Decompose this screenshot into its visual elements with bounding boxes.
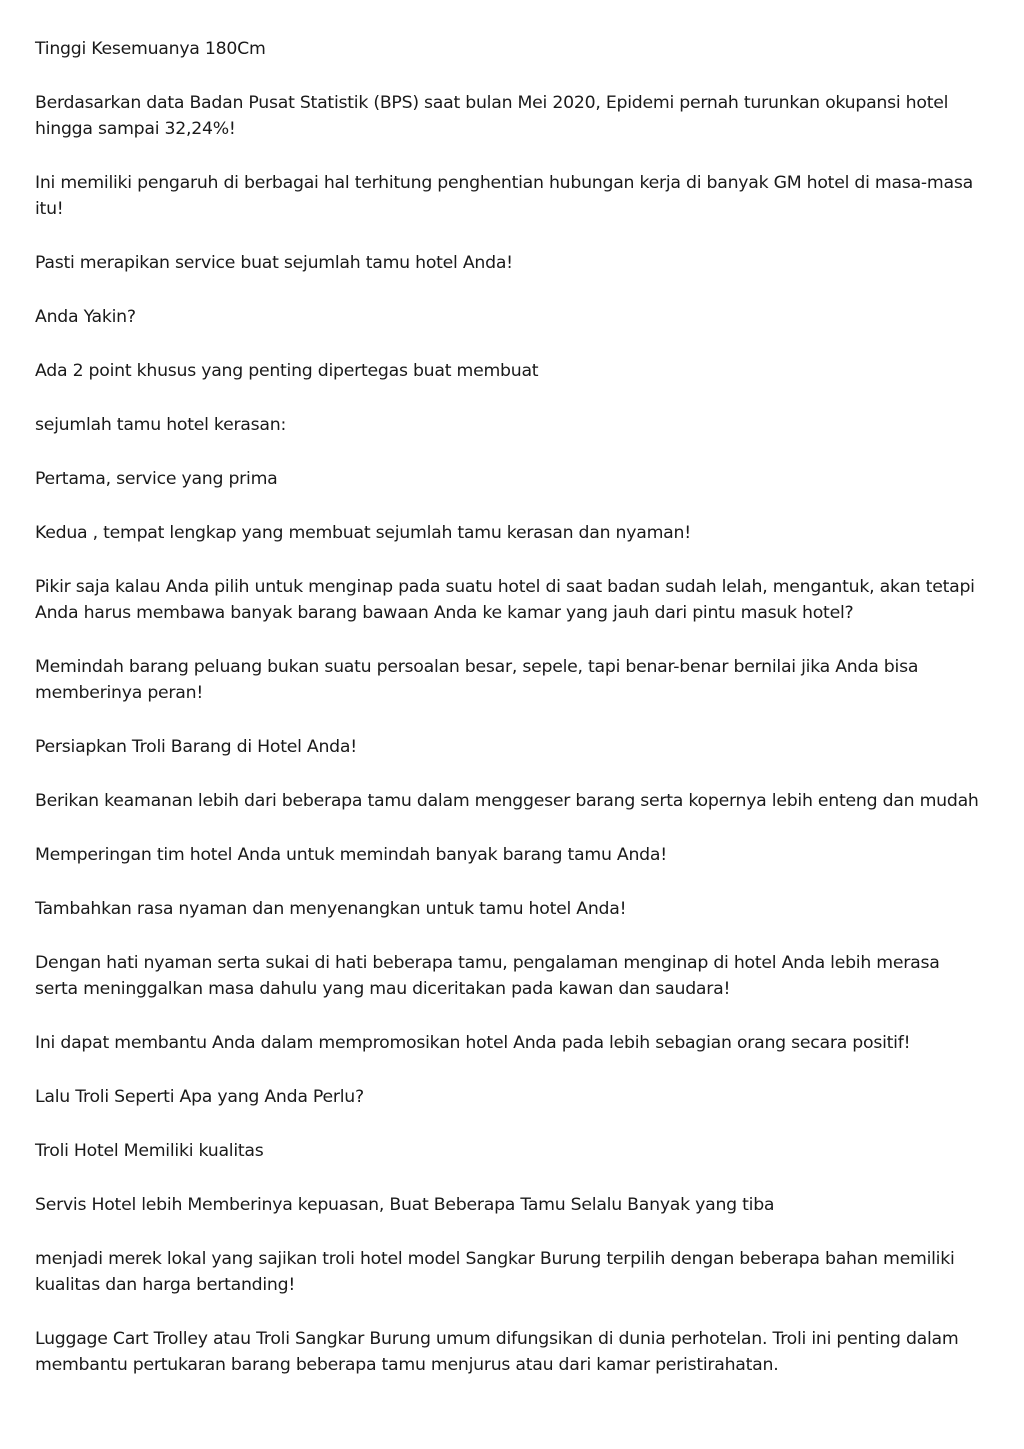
paragraph-safety: Berikan keamanan lebih dari beberapa tamu dalam menggeser barang serta kopernya lebih enteng dan mudah <box>35 791 979 811</box>
paragraph-question: Anda Yakin? <box>35 307 136 327</box>
paragraph-comfort: Tambahkan rasa nyaman dan menyenangkan untuk tamu hotel Anda! <box>35 899 627 919</box>
paragraph-imagine: Pikir saja kalau Anda pilih untuk menginap pada suatu hotel di saat badan sudah lelah, mengantuk, akan tetapi Anda harus membawa banyak barang bawaan Anda ke kamar yang jauh dari pintu masuk hotel? <box>35 577 975 623</box>
paragraph-luggage-cart: Luggage Cart Trolley atau Troli Sangkar Burung umum difungsikan di dunia perhotelan. Troli ini penting dalam membantu pertukaran barang beberapa tamu menjurus atau dari kamar peristirahatan. <box>35 1329 959 1375</box>
paragraph-first-point: Pertama, service yang prima <box>35 469 278 489</box>
paragraph-bps-occupancy: Berdasarkan data Badan Pusat Statistik (BPS) saat bulan Mei 2020, Epidemi pernah turunkan okupansi hotel hingga sampai 32,24%! <box>35 93 949 139</box>
paragraph-quality: Troli Hotel Memiliki kualitas <box>35 1141 264 1161</box>
paragraph-prepare-trolley: Persiapkan Troli Barang di Hotel Anda! <box>35 737 357 757</box>
paragraph-lighten-team: Memperingan tim hotel Anda untuk memindah banyak barang tamu Anda! <box>35 845 667 865</box>
paragraph-promotion: Ini dapat membantu Anda dalam mempromosikan hotel Anda pada lebih sebagian orang secara positif! <box>35 1033 911 1053</box>
paragraph-local-brand: menjadi merek lokal yang sajikan troli hotel model Sangkar Burung terpilih dengan beberapa bahan memiliki kualitas dan harga bertanding! <box>35 1249 955 1295</box>
paragraph-guests: sejumlah tamu hotel kerasan: <box>35 415 287 435</box>
paragraph-layoffs: Ini memiliki pengaruh di berbagai hal terhitung penghentian hubungan kerja di banyak GM hotel di masa-masa itu! <box>35 173 973 219</box>
paragraph-moving-items: Memindah barang peluang bukan suatu persoalan besar, sepele, tapi benar-benar bernilai jika Anda bisa memberinya peran! <box>35 657 919 703</box>
paragraph-service: Pasti merapikan service buat sejumlah tamu hotel Anda! <box>35 253 513 273</box>
paragraph-experience: Dengan hati nyaman serta sukai di hati beberapa tamu, pengalaman menginap di hotel Anda lebih merasa serta meninggalkan masa dahulu yang mau diceritakan pada kawan dan saudara! <box>35 953 940 999</box>
paragraph-second-point: Kedua , tempat lengkap yang membuat sejumlah tamu kerasan dan nyaman! <box>35 523 691 543</box>
paragraph-satisfaction: Servis Hotel lebih Memberinya kepuasan, Buat Beberapa Tamu Selalu Banyak yang tiba <box>35 1195 775 1215</box>
paragraph-which-trolley: Lalu Troli Seperti Apa yang Anda Perlu? <box>35 1087 364 1107</box>
document-body <box>35 36 980 1406</box>
paragraph-height: Tinggi Kesemuanya 180Cm <box>35 39 266 59</box>
paragraph-two-points: Ada 2 point khusus yang penting dipertegas buat membuat <box>35 361 539 381</box>
